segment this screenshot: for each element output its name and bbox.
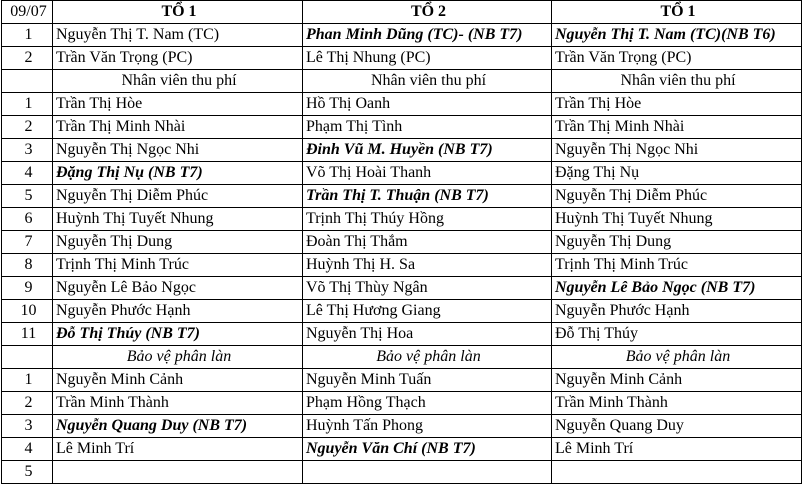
name-cell-team-1[interactable] [53, 277, 303, 300]
row-index-cell[interactable]: 1 [2, 24, 53, 47]
person-name: Trịnh Thị Minh Trúc [555, 256, 688, 273]
person-name: Lê Thị Nhung (PC) [306, 49, 431, 66]
name-cell-team-3[interactable] [552, 369, 802, 392]
name-cell-team-1[interactable] [53, 139, 303, 162]
section-label-team-3[interactable]: Bảo vệ phân làn [552, 346, 802, 369]
person-name: Nguyễn Thị T. Nam (TC)(NB T6) [555, 26, 776, 43]
name-cell-team-3[interactable] [552, 208, 802, 231]
section-label-team-3[interactable]: Nhân viên thu phí [552, 70, 802, 93]
leader-row [2, 47, 802, 70]
row-index-cell[interactable]: 1 [2, 369, 53, 392]
name-cell-team-2[interactable] [303, 438, 552, 461]
person-name: Nguyễn Thị T. Nam (TC) [56, 26, 220, 43]
staff-row [2, 231, 802, 254]
name-cell-team-3[interactable] [552, 461, 802, 484]
name-cell-team-2[interactable] [303, 24, 552, 47]
name-cell-team-1[interactable] [53, 47, 303, 70]
person-name: Huỳnh Thị Tuyết Nhung [56, 210, 214, 227]
name-cell-team-2[interactable] [303, 369, 552, 392]
section-row-guard [2, 346, 802, 369]
row-index-cell[interactable]: 5 [2, 461, 53, 484]
person-name: Đinh Vũ M. Huyền (NB T7) [306, 141, 493, 158]
row-index-cell[interactable]: 11 [2, 323, 53, 346]
person-name: Trần Thị Minh Nhài [555, 118, 685, 135]
row-index-cell[interactable]: 1 [2, 93, 53, 116]
row-index-cell[interactable]: 7 [2, 231, 53, 254]
date-cell[interactable]: 09/07 [2, 1, 53, 24]
section-label-team-1[interactable]: Nhân viên thu phí [53, 70, 303, 93]
section-label-team-2[interactable]: Bảo vệ phân làn [303, 346, 552, 369]
name-cell-team-1[interactable] [53, 185, 303, 208]
person-name: Nguyễn Quang Duy (NB T7) [56, 417, 248, 434]
person-name: Nguyễn Văn Chí (NB T7) [306, 440, 476, 457]
staff-row [2, 323, 802, 346]
row-index-cell[interactable]: 10 [2, 300, 53, 323]
name-cell-team-2[interactable] [303, 300, 552, 323]
guard-row [2, 461, 802, 484]
person-name: Nguyễn Minh Cảnh [56, 371, 184, 388]
person-name: Huỳnh Thị H. Sa [306, 256, 416, 273]
team-header-2[interactable]: TỔ 2 [303, 1, 552, 24]
schedule-table [1, 0, 802, 484]
person-name: Nguyễn Thị Hoa [306, 325, 414, 342]
person-name: Nguyễn Phước Hạnh [555, 302, 690, 319]
name-cell-team-2[interactable] [303, 162, 552, 185]
name-cell-team-1[interactable] [53, 438, 303, 461]
person-name: Phạm Hồng Thạch [306, 394, 426, 411]
name-cell-team-2[interactable] [303, 93, 552, 116]
name-cell-team-3[interactable] [552, 47, 802, 70]
name-cell-team-2[interactable] [303, 277, 552, 300]
row-index-cell[interactable]: 6 [2, 208, 53, 231]
name-cell-team-2[interactable] [303, 415, 552, 438]
person-name: Trịnh Thị Thúy Hồng [306, 210, 444, 227]
person-name: Trần Thị Minh Nhài [56, 118, 186, 135]
person-name: Nguyễn Phước Hạnh [56, 302, 191, 319]
name-cell-team-3[interactable] [552, 139, 802, 162]
person-name: Nguyễn Thị Diễm Phúc [555, 187, 708, 204]
name-cell-team-2[interactable] [303, 461, 552, 484]
name-cell-team-1[interactable] [53, 392, 303, 415]
person-name: Nguyễn Thị Ngọc Nhi [555, 141, 699, 158]
name-cell-team-1[interactable] [53, 24, 303, 47]
row-index-cell[interactable]: 9 [2, 277, 53, 300]
person-name: Trần Văn Trọng (PC) [555, 49, 692, 66]
name-cell-team-1[interactable] [53, 254, 303, 277]
blank-index-cell[interactable] [2, 70, 53, 93]
person-name: Nguyễn Lê Bảo Ngọc [56, 279, 196, 296]
name-cell-team-3[interactable] [552, 323, 802, 346]
section-row-staff [2, 70, 802, 93]
person-name: Nguyễn Thị Dung [555, 233, 672, 250]
staff-row [2, 254, 802, 277]
name-cell-team-3[interactable] [552, 392, 802, 415]
name-cell-team-1[interactable] [53, 231, 303, 254]
guard-row [2, 438, 802, 461]
name-cell-team-3[interactable] [552, 24, 802, 47]
row-index-cell[interactable]: 2 [2, 116, 53, 139]
name-cell-team-1[interactable] [53, 369, 303, 392]
person-name: Huỳnh Thị Tuyết Nhung [555, 210, 713, 227]
staff-row [2, 162, 802, 185]
name-cell-team-1[interactable] [53, 323, 303, 346]
person-name: Phan Minh Dũng (TC)- (NB T7) [306, 26, 523, 43]
person-name: Nguyễn Minh Tuấn [306, 371, 432, 388]
name-cell-team-3[interactable] [552, 185, 802, 208]
person-name: Đặng Thị Nụ (NB T7) [56, 164, 203, 181]
name-cell-team-2[interactable] [303, 392, 552, 415]
name-cell-team-2[interactable] [303, 231, 552, 254]
person-name: Nguyễn Thị Dung [56, 233, 173, 250]
person-name: Lê Minh Trí [555, 440, 634, 457]
leader-row [2, 24, 802, 47]
person-name: Trần Minh Thành [56, 394, 169, 411]
person-name: Nguyễn Thị Ngọc Nhi [56, 141, 200, 158]
name-cell-team-2[interactable] [303, 185, 552, 208]
person-name: Đặng Thị Nụ [555, 164, 640, 181]
person-name: Trần Văn Trọng (PC) [56, 49, 193, 66]
person-name: Nguyễn Quang Duy [555, 417, 684, 434]
person-name: Nguyễn Thị Diễm Phúc [56, 187, 209, 204]
person-name: Trịnh Thị Minh Trúc [56, 256, 189, 273]
name-cell-team-1[interactable] [53, 116, 303, 139]
name-cell-team-1[interactable] [53, 162, 303, 185]
row-index-cell[interactable]: 2 [2, 392, 53, 415]
name-cell-team-1[interactable] [53, 93, 303, 116]
section-label-team-2[interactable]: Nhân viên thu phí [303, 70, 552, 93]
team-header-1[interactable]: TỔ 1 [53, 1, 303, 24]
person-name: Võ Thị Thùy Ngân [306, 279, 428, 296]
person-name: Võ Thị Hoài Thanh [306, 164, 432, 181]
person-name: Phạm Thị Tình [306, 118, 403, 135]
section-label-team-1[interactable]: Bảo vệ phân làn [53, 346, 303, 369]
staff-row [2, 116, 802, 139]
name-cell-team-1[interactable] [53, 300, 303, 323]
staff-row [2, 185, 802, 208]
row-index-cell[interactable]: 4 [2, 162, 53, 185]
name-cell-team-3[interactable] [552, 277, 802, 300]
staff-row [2, 277, 802, 300]
staff-row [2, 208, 802, 231]
person-name: Huỳnh Tấn Phong [306, 417, 424, 434]
name-cell-team-2[interactable] [303, 254, 552, 277]
name-cell-team-2[interactable] [303, 208, 552, 231]
row-index-cell[interactable]: 3 [2, 415, 53, 438]
row-index-cell[interactable]: 2 [2, 47, 53, 70]
name-cell-team-2[interactable] [303, 116, 552, 139]
name-cell-team-3[interactable] [552, 116, 802, 139]
person-name: Trần Minh Thành [555, 394, 668, 411]
name-cell-team-3[interactable] [552, 438, 802, 461]
name-cell-team-3[interactable] [552, 93, 802, 116]
row-index-cell[interactable]: 8 [2, 254, 53, 277]
name-cell-team-3[interactable] [552, 231, 802, 254]
name-cell-team-2[interactable] [303, 47, 552, 70]
person-name: Nguyễn Minh Cảnh [555, 371, 683, 388]
name-cell-team-2[interactable] [303, 139, 552, 162]
person-name: Đoàn Thị Thắm [306, 233, 408, 250]
person-name: Đỗ Thị Thúy [555, 325, 638, 342]
name-cell-team-1[interactable] [53, 208, 303, 231]
team-header-3[interactable]: TỔ 1 [552, 1, 802, 24]
name-cell-team-1[interactable] [53, 461, 303, 484]
name-cell-team-1[interactable] [53, 415, 303, 438]
person-name: Lê Thị Hương Giang [306, 302, 441, 319]
person-name: Hồ Thị Oanh [306, 95, 391, 112]
name-cell-team-2[interactable] [303, 323, 552, 346]
header-row [2, 1, 802, 24]
person-name: Lê Minh Trí [56, 440, 135, 457]
row-index-cell[interactable]: 4 [2, 438, 53, 461]
person-name: Trần Thị Hòe [555, 95, 642, 112]
name-cell-team-3[interactable] [552, 300, 802, 323]
person-name: Trần Thị Hòe [56, 95, 143, 112]
blank-index-cell[interactable] [2, 346, 53, 369]
person-name: Đỗ Thị Thúy (NB T7) [56, 325, 200, 342]
guard-row [2, 415, 802, 438]
name-cell-team-3[interactable] [552, 162, 802, 185]
staff-row [2, 139, 802, 162]
row-index-cell[interactable]: 5 [2, 185, 53, 208]
person-name: Nguyễn Lê Bảo Ngọc (NB T7) [555, 279, 756, 296]
person-name: Trần Thị T. Thuận (NB T7) [306, 187, 489, 204]
schedule-body [2, 1, 802, 484]
name-cell-team-3[interactable] [552, 254, 802, 277]
guard-row [2, 392, 802, 415]
staff-row [2, 93, 802, 116]
staff-row [2, 300, 802, 323]
name-cell-team-3[interactable] [552, 415, 802, 438]
row-index-cell[interactable]: 3 [2, 139, 53, 162]
guard-row [2, 369, 802, 392]
